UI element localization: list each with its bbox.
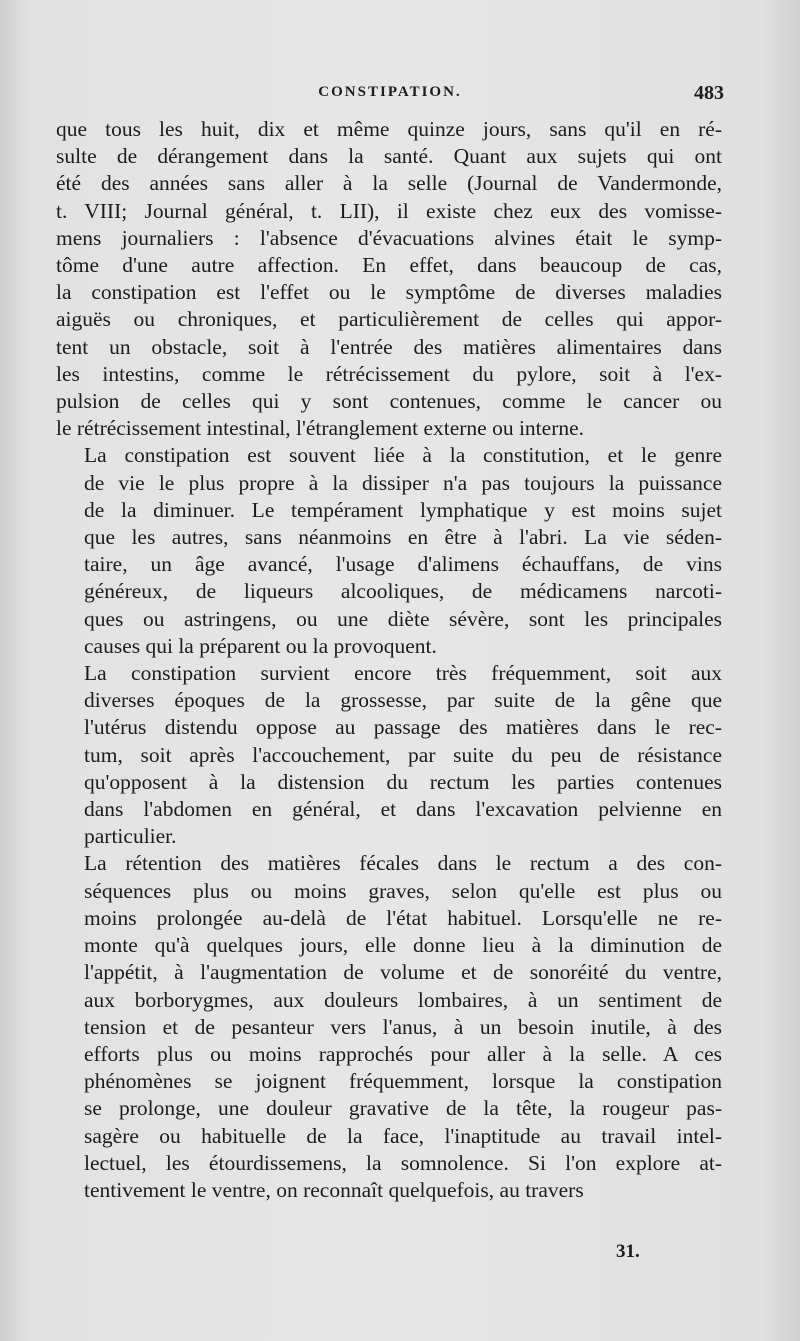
text-line: La constipation survient encore très fréquemment, soit aux <box>84 661 722 686</box>
paragraph <box>56 442 722 660</box>
text-line: le rétrécissement intestinal, l'étranglement externe ou interne. <box>56 416 585 441</box>
text-line: aiguës ou chroniques, et particulièrement de celles qui appor- <box>56 307 722 332</box>
running-title: CONSTIPATION. <box>318 84 462 100</box>
text-line: aux borborygmes, aux douleurs lombaires, à un sentiment de <box>84 987 722 1012</box>
text-line: dans l'abdomen en général, et dans l'excavation pelvienne en <box>84 797 722 822</box>
paragraph <box>56 850 722 1204</box>
text-line: de vie le plus propre à la dissiper n'a pas toujours la puissance <box>84 470 722 495</box>
text-line: sagère ou habituelle de la face, l'inaptitude au travail intel- <box>84 1123 722 1148</box>
text-line: efforts plus ou moins rapprochés pour aller à la selle. A ces <box>84 1041 722 1066</box>
text-line: les intestins, comme le rétrécissement du pylore, soit à l'ex- <box>56 361 722 386</box>
signature-mark: 31. <box>616 1241 640 1262</box>
text-line: particulier. <box>84 824 177 849</box>
text-line: ques ou astringens, ou une diète sévère, sont les principales <box>84 606 722 631</box>
text-line: que les autres, sans néanmoins en être à l'abri. La vie séden- <box>84 525 722 550</box>
text-line: tôme d'une autre affection. En effet, dans beaucoup de cas, <box>56 253 722 278</box>
text-line: qu'opposent à la distension du rectum les parties contenues <box>84 769 722 794</box>
text-line: sulte de dérangement dans la santé. Quant aux sujets qui ont <box>56 144 722 169</box>
text-line: moins prolongée au-delà de l'état habituel. Lorsqu'elle ne re- <box>84 905 722 930</box>
text-line: tum, soit après l'accouchement, par suite du peu de résistance <box>84 742 722 767</box>
text-line: t. VIII; Journal général, t. LII), il existe chez eux des vomisse- <box>56 198 722 223</box>
text-line: taire, un âge avancé, l'usage d'alimens échauffans, de vins <box>84 552 722 577</box>
text-line: été des années sans aller à la selle (Journal de Vandermonde, <box>56 171 722 196</box>
page-number: 483 <box>694 82 724 104</box>
text-line: La constipation est souvent liée à la constitution, et le genre <box>84 443 722 468</box>
text-line: la constipation est l'effet ou le symptôme de diverses maladies <box>56 280 722 305</box>
paragraph <box>56 116 722 442</box>
text-line: tent un obstacle, soit à l'entrée des matières alimentaires dans <box>56 334 722 359</box>
text-line: généreux, de liqueurs alcooliques, de médicamens narcoti- <box>84 579 722 604</box>
text-line: diverses époques de la grossesse, par suite de la gêne que <box>84 688 722 713</box>
text-line: mens journaliers : l'absence d'évacuations alvines était le symp- <box>56 225 722 250</box>
text-line: tension et de pesanteur vers l'anus, à un besoin inutile, à des <box>84 1014 722 1039</box>
text-line: La rétention des matières fécales dans le rectum a des con- <box>84 851 722 876</box>
text-line: séquences plus ou moins graves, selon qu'elle est plus ou <box>84 878 722 903</box>
text-line: pulsion de celles qui y sont contenues, comme le cancer ou <box>56 389 722 414</box>
text-line: de la diminuer. Le tempérament lymphatique y est moins sujet <box>84 497 722 522</box>
text-line: monte qu'à quelques jours, elle donne lieu à la diminution de <box>84 933 722 958</box>
text-line: que tous les huit, dix et même quinze jours, sans qu'il en ré- <box>56 117 722 141</box>
text-line: causes qui la préparent ou la provoquent. <box>84 633 437 658</box>
body-text <box>56 116 722 1204</box>
text-line: l'appétit, à l'augmentation de volume et de sonoréité du ventre, <box>84 960 722 985</box>
text-line: phénomènes se joignent fréquemment, lorsque la constipation <box>84 1069 722 1094</box>
paragraph <box>56 660 722 850</box>
text-line: tentivement le ventre, on reconnaît quelquefois, au travers <box>84 1177 584 1202</box>
text-line: l'utérus distendu oppose au passage des matières dans le rec- <box>84 715 722 740</box>
text-line: se prolonge, une douleur gravative de la tête, la rougeur pas- <box>84 1096 722 1121</box>
text-line: lectuel, les étourdissemens, la somnolence. Si l'on explore at- <box>84 1150 722 1175</box>
page-header <box>56 82 724 112</box>
